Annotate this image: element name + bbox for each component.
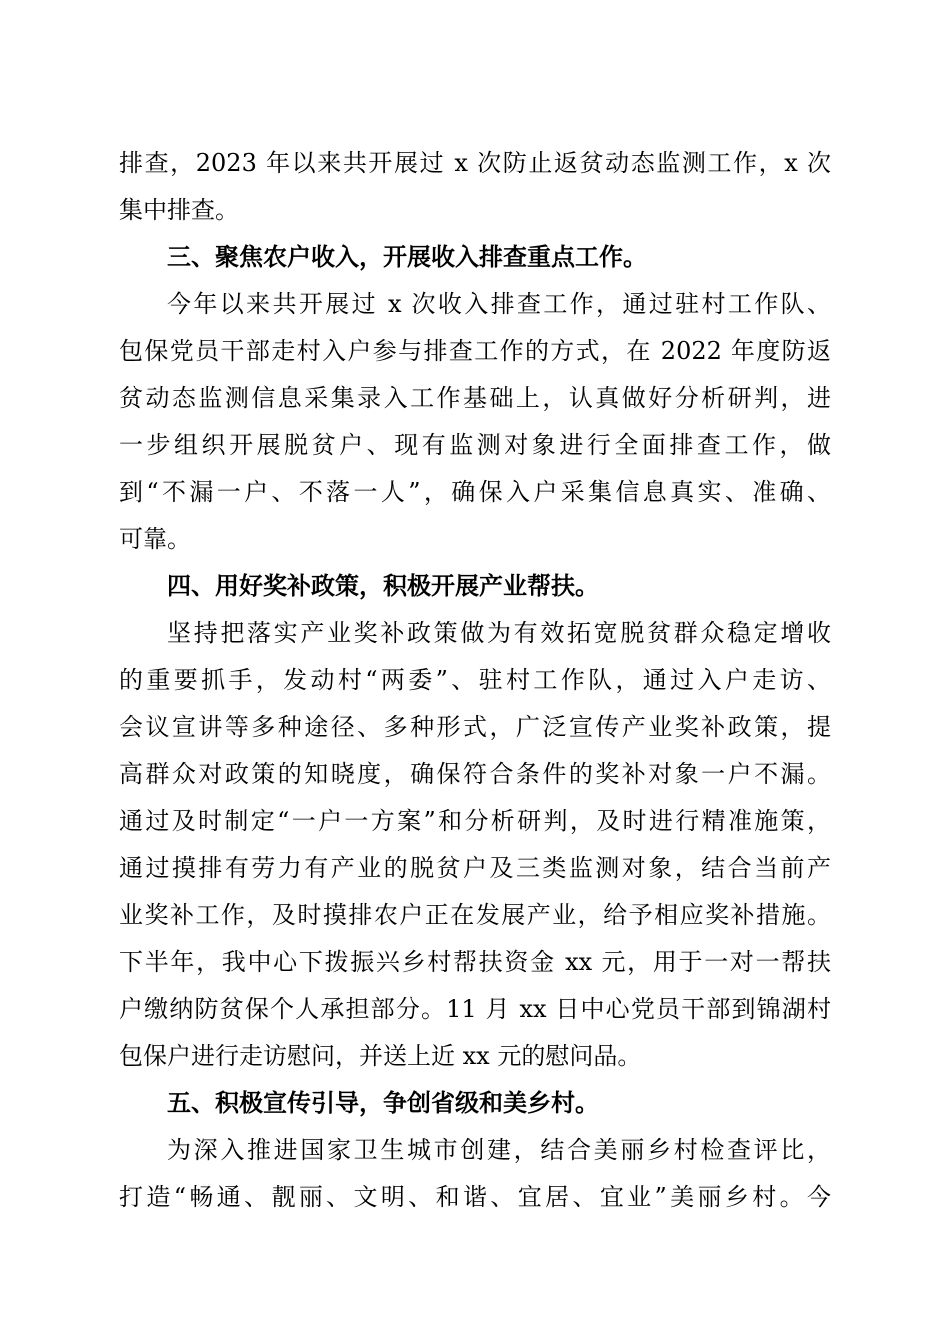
- paragraph-line: 高群众对政策的知晓度，确保符合条件的奖补对象一户不漏。: [119, 760, 831, 788]
- paragraph-line: 一步组织开展脱贫户、现有监测对象进行全面排查工作，做: [119, 431, 831, 459]
- paragraph-line: 集中排查。: [119, 196, 239, 224]
- paragraph-line: 排查，2023 年以来共开展过 x 次防止返贫动态监测工作，x 次: [119, 149, 831, 177]
- paragraph-line: 坚持把落实产业奖补政策做为有效拓宽脱贫群众稳定增收: [167, 619, 831, 647]
- paragraph-line: 可靠。: [119, 525, 191, 553]
- section-heading: 五、积极宣传引导，争创省级和美乡村。: [167, 1089, 599, 1117]
- paragraph-line: 包保户进行走访慰问，并送上近 xx 元的慰问品。: [119, 1042, 642, 1070]
- paragraph-line: 包保党员干部走村入户参与排查工作的方式，在 2022 年度防返: [119, 337, 831, 365]
- paragraph-line: 打造“畅通、靓丽、文明、和谐、宜居、宜业”美丽乡村。今: [119, 1183, 831, 1211]
- section-heading: 三、聚焦农户收入，开展收入排查重点工作。: [167, 243, 647, 271]
- paragraph-line: 为深入推进国家卫生城市创建，结合美丽乡村检查评比，: [167, 1136, 831, 1164]
- paragraph-line: 会议宣讲等多种途径、多种形式，广泛宣传产业奖补政策，提: [119, 713, 831, 741]
- section-heading: 四、用好奖补政策，积极开展产业帮扶。: [167, 572, 599, 600]
- paragraph-line: 贫动态监测信息采集录入工作基础上，认真做好分析研判，进: [119, 384, 831, 412]
- paragraph-line: 下半年，我中心下拨振兴乡村帮扶资金 xx 元，用于一对一帮扶: [119, 948, 831, 976]
- paragraph-line: 通过及时制定“一户一方案”和分析研判，及时进行精准施策，: [119, 807, 831, 835]
- paragraph-line: 的重要抓手，发动村“两委”、驻村工作队，通过入户走访、: [119, 666, 831, 694]
- paragraph-line: 到“不漏一户、不落一人”，确保入户采集信息真实、准确、: [119, 478, 831, 506]
- paragraph-line: 业奖补工作，及时摸排农户正在发展产业，给予相应奖补措施。: [119, 901, 831, 929]
- paragraph-line: 通过摸排有劳力有产业的脱贫户及三类监测对象，结合当前产: [119, 854, 831, 882]
- paragraph-line: 今年以来共开展过 x 次收入排查工作，通过驻村工作队、: [167, 290, 831, 318]
- paragraph-line: 户缴纳防贫保个人承担部分。11 月 xx 日中心党员干部到锦湖村: [119, 995, 831, 1023]
